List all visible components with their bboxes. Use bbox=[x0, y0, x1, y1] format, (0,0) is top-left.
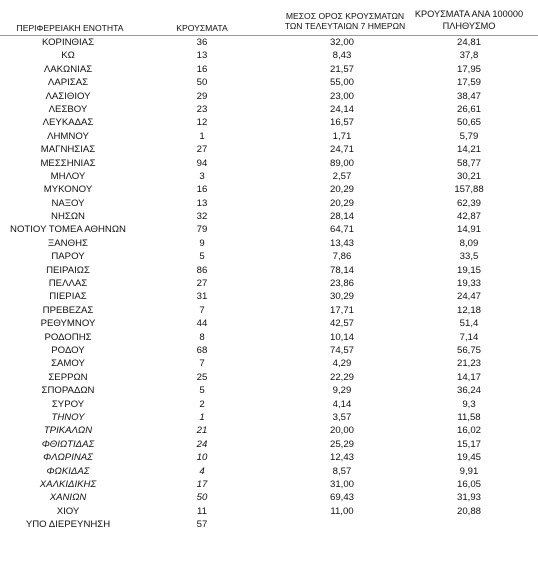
cell-cases: 29 bbox=[196, 90, 208, 102]
table-row bbox=[0, 518, 538, 531]
cell-region: ΣΑΜΟΥ bbox=[51, 358, 85, 370]
cell-per-100k: 11,58 bbox=[457, 411, 481, 423]
table-row bbox=[0, 344, 538, 357]
cell-cases: 94 bbox=[196, 157, 208, 169]
table-row bbox=[0, 411, 538, 424]
cell-per-100k: 157,88 bbox=[454, 184, 484, 196]
table-body bbox=[0, 36, 538, 531]
cell-per-100k: 14,17 bbox=[456, 371, 481, 383]
cell-cases: 4 bbox=[199, 465, 205, 477]
table-row bbox=[0, 143, 538, 156]
cell-per-100k: 5,79 bbox=[459, 130, 479, 142]
cell-region: ΡΟΔΟΠΗΣ bbox=[44, 331, 92, 343]
cell-per-100k: 42,87 bbox=[456, 211, 481, 223]
table-row bbox=[0, 250, 538, 263]
cell-region: ΜΗΛΟΥ bbox=[50, 170, 86, 182]
table-row bbox=[0, 183, 538, 196]
table-row bbox=[0, 424, 538, 437]
table-row bbox=[0, 331, 538, 344]
table-row bbox=[0, 223, 538, 236]
cell-cases: 50 bbox=[196, 77, 208, 89]
cell-cases: 86 bbox=[196, 264, 208, 276]
table-row bbox=[0, 304, 538, 317]
table-row bbox=[0, 49, 538, 62]
cell-region: ΝΗΣΩΝ bbox=[51, 211, 85, 223]
cell-avg-7-days: 20,29 bbox=[329, 197, 354, 209]
cell-cases: 57 bbox=[196, 519, 208, 531]
cell-per-100k: 26,61 bbox=[456, 103, 481, 115]
cell-per-100k: 50,65 bbox=[456, 117, 481, 129]
cell-cases: 13 bbox=[196, 197, 208, 209]
cell-cases: 5 bbox=[199, 385, 205, 397]
table-row bbox=[0, 290, 538, 303]
cell-avg-7-days: 2,57 bbox=[332, 170, 352, 182]
cell-region: ΣΠΟΡΑΔΩΝ bbox=[41, 385, 95, 397]
cell-per-100k: 16,05 bbox=[456, 478, 481, 490]
cell-region: ΦΛΩΡΙΝΑΣ bbox=[43, 452, 93, 464]
cell-cases: 3 bbox=[199, 170, 205, 182]
header-per100k-line-2: ΠΛΗΘΥΣΜΟ bbox=[442, 21, 496, 31]
cell-avg-7-days: 11,00 bbox=[330, 505, 354, 517]
cell-avg-7-days: 74,57 bbox=[329, 344, 354, 356]
cell-per-100k: 8,09 bbox=[459, 237, 479, 249]
cell-per-100k: 62,39 bbox=[456, 197, 481, 209]
cell-per-100k: 21,23 bbox=[456, 358, 481, 370]
cell-region: ΝΑΞΟΥ bbox=[51, 197, 85, 209]
cell-cases: 16 bbox=[196, 63, 208, 75]
cell-avg-7-days: 21,57 bbox=[329, 63, 354, 75]
cell-avg-7-days: 20,29 bbox=[329, 184, 354, 196]
table-row bbox=[0, 491, 538, 504]
cell-avg-7-days: 23,00 bbox=[329, 90, 354, 102]
table-row bbox=[0, 130, 538, 143]
cell-per-100k: 9,91 bbox=[459, 465, 479, 477]
cell-avg-7-days: 4,14 bbox=[332, 398, 352, 410]
cell-cases: 1 bbox=[199, 130, 205, 142]
cell-region: ΤΡΙΚΑΛΩΝ bbox=[43, 425, 93, 437]
cell-avg-7-days: 31,00 bbox=[329, 478, 354, 490]
header-per100k-line-1: ΚΡΟΥΣΜΑΤΑ ΑΝΑ 100000 bbox=[414, 9, 524, 19]
cell-region: ΚΩ bbox=[61, 50, 75, 62]
cell-avg-7-days: 30,29 bbox=[329, 291, 354, 303]
cell-avg-7-days: 1,71 bbox=[332, 130, 352, 142]
cell-avg-7-days: 4,29 bbox=[332, 358, 352, 370]
cell-per-100k: 36,24 bbox=[456, 385, 481, 397]
cell-region: ΠΡΕΒΕΖΑΣ bbox=[42, 304, 94, 316]
header-cases-per-100k bbox=[405, 8, 533, 32]
cell-region: ΠΕΛΛΑΣ bbox=[48, 278, 88, 290]
cell-region: ΧΑΝΙΩΝ bbox=[49, 492, 87, 504]
cell-avg-7-days: 24,14 bbox=[329, 103, 354, 115]
cell-cases: 27 bbox=[196, 278, 208, 290]
cell-per-100k: 16,02 bbox=[456, 425, 481, 437]
cell-cases: 24 bbox=[196, 438, 208, 450]
cell-per-100k: 20,88 bbox=[456, 505, 481, 517]
cell-region: ΣΕΡΡΩΝ bbox=[48, 371, 88, 383]
cell-region: ΛΗΜΝΟΥ bbox=[47, 130, 89, 142]
cell-cases: 10 bbox=[196, 452, 208, 464]
table-row bbox=[0, 317, 538, 330]
cell-per-100k: 19,33 bbox=[456, 278, 481, 290]
cell-cases: 23 bbox=[196, 103, 208, 115]
cell-per-100k: 33,5 bbox=[459, 251, 479, 263]
table-header bbox=[0, 0, 538, 36]
cell-region: ΡΟΔΟΥ bbox=[51, 344, 85, 356]
cell-avg-7-days: 55,00 bbox=[329, 77, 354, 89]
cell-cases: 12 bbox=[196, 117, 208, 129]
cell-avg-7-days: 3,57 bbox=[332, 411, 352, 423]
cell-region: ΠΙΕΡΙΑΣ bbox=[49, 291, 87, 303]
cell-per-100k: 51,4 bbox=[459, 318, 479, 330]
table-row bbox=[0, 90, 538, 103]
cell-cases: 50 bbox=[196, 492, 208, 504]
cell-region: ΠΑΡΟΥ bbox=[51, 251, 85, 263]
table-row bbox=[0, 116, 538, 129]
cell-avg-7-days: 10,14 bbox=[329, 331, 354, 343]
cell-region: ΧΑΛΚΙΔΙΚΗΣ bbox=[39, 478, 97, 490]
table-row bbox=[0, 398, 538, 411]
cell-region: ΝΟΤΙΟΥ ΤΟΜΕΑ ΑΘΗΝΩΝ bbox=[10, 224, 126, 236]
table-row bbox=[0, 170, 538, 183]
cell-region: ΦΘΙΩΤΙΔΑΣ bbox=[41, 438, 95, 450]
cell-per-100k: 17,59 bbox=[456, 77, 481, 89]
cell-per-100k: 30,21 bbox=[456, 170, 481, 182]
cell-per-100k: 38,47 bbox=[456, 90, 481, 102]
cell-region: ΛΑΣΙΘΙΟΥ bbox=[45, 90, 91, 102]
header-avg-line-1: ΜΕΣΟΣ ΟΡΟΣ ΚΡΟΥΣΜΑΤΩΝ bbox=[285, 11, 405, 21]
cell-avg-7-days: 22,29 bbox=[329, 371, 354, 383]
cell-avg-7-days: 12,43 bbox=[329, 452, 354, 464]
cell-per-100k: 14,91 bbox=[456, 224, 481, 236]
cell-avg-7-days: 8,43 bbox=[332, 50, 352, 62]
cell-avg-7-days: 89,00 bbox=[329, 157, 354, 169]
cell-per-100k: 19,45 bbox=[456, 452, 481, 464]
cell-region: ΜΕΣΣΗΝΙΑΣ bbox=[40, 157, 96, 169]
cell-cases: 1 bbox=[199, 411, 205, 423]
cell-cases: 68 bbox=[196, 344, 208, 356]
cell-cases: 44 bbox=[196, 318, 208, 330]
cell-cases: 36 bbox=[196, 37, 208, 48]
cell-per-100k: 9,3 bbox=[462, 398, 476, 410]
cell-region: ΥΠΟ ΔΙΕΡΕΥΝΗΣΗ bbox=[25, 519, 111, 531]
cell-cases: 13 bbox=[196, 50, 208, 62]
cell-region: ΠΕΙΡΑΙΩΣ bbox=[46, 264, 90, 276]
cell-avg-7-days: 64,71 bbox=[329, 224, 354, 236]
cell-cases: 11 bbox=[197, 505, 207, 517]
cell-cases: 9 bbox=[199, 237, 205, 249]
header-avg-line-2: ΤΩΝ ΤΕΛΕΥΤΑΙΩΝ 7 ΗΜΕΡΩΝ bbox=[284, 21, 406, 31]
table-row bbox=[0, 36, 538, 49]
cell-region: ΜΑΓΝΗΣΙΑΣ bbox=[40, 144, 96, 156]
cell-avg-7-days: 17,71 bbox=[329, 304, 354, 316]
table-row bbox=[0, 451, 538, 464]
cell-cases: 8 bbox=[199, 331, 205, 343]
cell-avg-7-days: 7,86 bbox=[332, 251, 352, 263]
cell-per-100k: 37,8 bbox=[459, 50, 479, 62]
cell-per-100k: 12,18 bbox=[456, 304, 481, 316]
cell-avg-7-days: 13,43 bbox=[329, 237, 354, 249]
cell-region: ΚΟΡΙΝΘΙΑΣ bbox=[41, 37, 95, 48]
cell-region: ΛΕΥΚΑΔΑΣ bbox=[42, 117, 94, 129]
cell-per-100k: 31,93 bbox=[456, 492, 481, 504]
cell-region: ΜΥΚΟΝΟΥ bbox=[43, 184, 93, 196]
cell-cases: 7 bbox=[199, 358, 205, 370]
cell-region: ΧΙΟΥ bbox=[56, 505, 80, 517]
cell-avg-7-days: 16,57 bbox=[329, 117, 354, 129]
cell-region: ΣΥΡΟΥ bbox=[51, 398, 85, 410]
cell-region: ΡΕΘΥΜΝΟΥ bbox=[40, 318, 96, 330]
header-cases: ΚΡΟΥΣΜΑΤΑ bbox=[176, 23, 228, 33]
cell-cases: 17 bbox=[196, 478, 208, 490]
cell-region: ΛΑΡΙΣΑΣ bbox=[47, 77, 89, 89]
cell-per-100k: 17,95 bbox=[456, 63, 481, 75]
cell-avg-7-days: 20,00 bbox=[329, 425, 354, 437]
cell-cases: 25 bbox=[196, 371, 208, 383]
cell-avg-7-days: 24,71 bbox=[329, 144, 354, 156]
cell-cases: 5 bbox=[199, 251, 205, 263]
cell-cases: 2 bbox=[199, 398, 205, 410]
table-row bbox=[0, 264, 538, 277]
cell-per-100k: 56,75 bbox=[456, 344, 481, 356]
cell-avg-7-days: 8,57 bbox=[332, 465, 352, 477]
cell-region: ΛΕΣΒΟΥ bbox=[48, 103, 88, 115]
header-region: ΠΕΡΙΦΕΡΕΙΑΚΗ ΕΝΟΤΗΤΑ bbox=[16, 23, 124, 33]
cell-avg-7-days: 78,14 bbox=[329, 264, 354, 276]
table-row bbox=[0, 63, 538, 76]
cell-per-100k: 15,17 bbox=[456, 438, 481, 450]
cell-region: ΦΩΚΙΔΑΣ bbox=[46, 465, 90, 477]
cell-avg-7-days: 42,57 bbox=[329, 318, 354, 330]
cell-per-100k: 24,47 bbox=[456, 291, 481, 303]
table-row bbox=[0, 237, 538, 250]
cell-avg-7-days: 32,00 bbox=[329, 37, 354, 48]
cell-cases: 16 bbox=[196, 184, 208, 196]
cell-per-100k: 14,21 bbox=[456, 144, 481, 156]
cell-region: ΛΑΚΩΝΙΑΣ bbox=[43, 63, 93, 75]
table-row bbox=[0, 371, 538, 384]
table-row bbox=[0, 357, 538, 370]
table-row bbox=[0, 277, 538, 290]
cell-per-100k: 24,81 bbox=[456, 37, 481, 48]
cell-region: ΤΗΝΟΥ bbox=[51, 411, 85, 423]
table-row bbox=[0, 76, 538, 89]
cell-avg-7-days: 28,14 bbox=[329, 211, 354, 223]
cell-region: ΞΑΝΘΗΣ bbox=[48, 237, 88, 249]
cell-cases: 79 bbox=[196, 224, 208, 236]
cell-cases: 21 bbox=[196, 425, 208, 437]
cell-per-100k: 7,14 bbox=[459, 331, 479, 343]
cell-avg-7-days: 25,29 bbox=[329, 438, 354, 450]
table-row bbox=[0, 384, 538, 397]
cell-cases: 27 bbox=[196, 144, 208, 156]
table-row bbox=[0, 478, 538, 491]
table-row bbox=[0, 465, 538, 478]
table-row bbox=[0, 210, 538, 223]
table-row bbox=[0, 157, 538, 170]
cell-per-100k: 19,15 bbox=[456, 264, 481, 276]
header-avg-7-days bbox=[270, 11, 420, 31]
cell-avg-7-days: 69,43 bbox=[329, 492, 354, 504]
table-row bbox=[0, 505, 538, 518]
cell-cases: 32 bbox=[196, 211, 208, 223]
table-row bbox=[0, 197, 538, 210]
cell-avg-7-days: 23,86 bbox=[329, 278, 354, 290]
cell-cases: 31 bbox=[196, 291, 208, 303]
table-row bbox=[0, 103, 538, 116]
cell-cases: 7 bbox=[199, 304, 205, 316]
cell-avg-7-days: 9,29 bbox=[332, 385, 352, 397]
table-row bbox=[0, 438, 538, 451]
cell-per-100k: 58,77 bbox=[456, 157, 481, 169]
